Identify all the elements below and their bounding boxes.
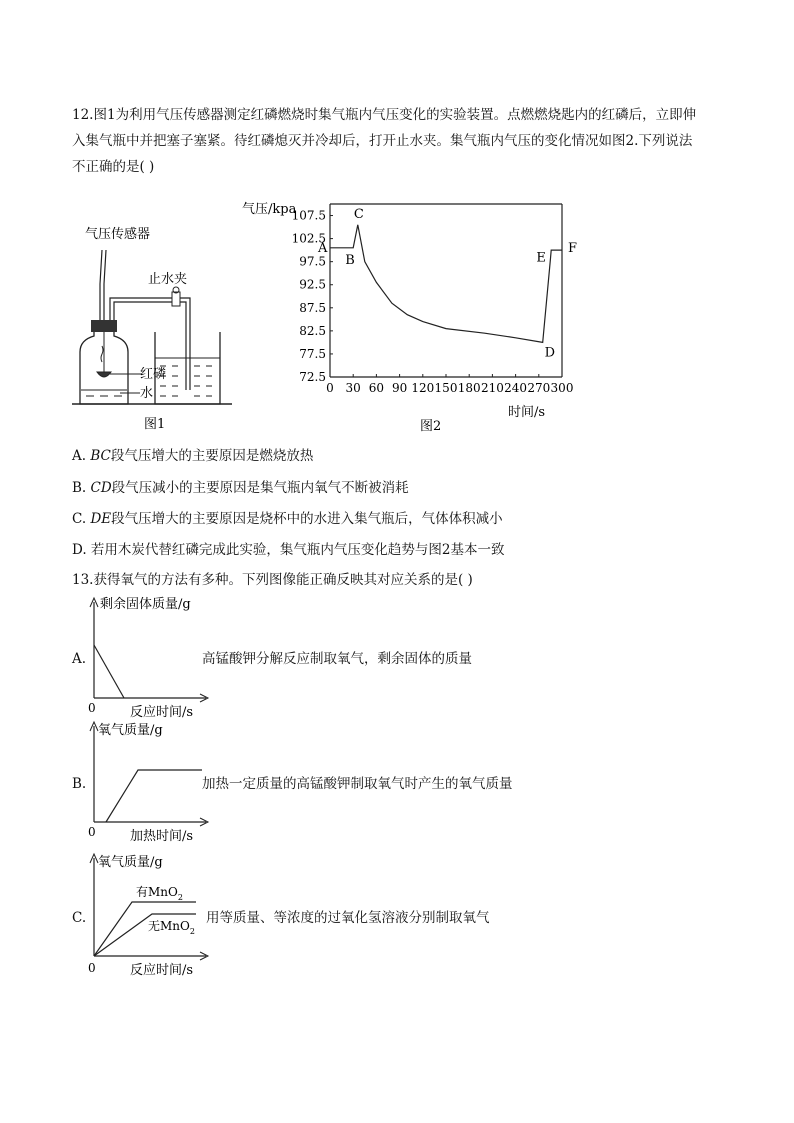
q12-line2: 入集气瓶中并把塞子塞紧。待红磷熄灭并冷却后，打开止水夹。集气瓶内气压的变化情况如图2.下列说法 (72, 133, 693, 149)
point-label-c: C (353, 206, 364, 222)
q12-number: 12. (72, 107, 94, 123)
x-tick-label: 180 (457, 381, 481, 395)
y-tick-label: 97.5 (299, 254, 326, 269)
graph-c-xlabel: 反应时间/s (130, 963, 194, 978)
q13-option-a-letter[interactable]: A. (72, 651, 87, 667)
option-a-segment: BC (90, 448, 111, 464)
x-tick-label: 210 (480, 381, 504, 395)
y-tick-label: 87.5 (299, 300, 326, 315)
x-tick-label: 240 (504, 381, 528, 395)
y-tick-label: 72.5 (299, 370, 326, 384)
q13-option-c-letter[interactable]: C. (72, 910, 87, 926)
q13-graph-a (84, 590, 214, 720)
q13-graph-b (84, 716, 214, 846)
figure-2-pressure-chart (230, 192, 580, 438)
water-label: 水 (140, 386, 154, 401)
graph-c-without-catalyst: 无MnO$_2$ (148, 919, 195, 936)
y-tick-label: 92.5 (299, 277, 326, 292)
graph-c-ylabel: 氧气质量/g (98, 855, 163, 870)
x-tick-label: 60 (368, 381, 385, 395)
x-tick-label: 120 (411, 381, 435, 395)
y-tick-label: 107.5 (291, 208, 326, 223)
point-label-d: D (544, 345, 556, 361)
graph-b-origin: 0 (88, 825, 96, 839)
chart-x-axis-label: 时间/s (508, 405, 546, 420)
y-tick-label: 82.5 (299, 323, 326, 338)
figure-1-caption: 图1 (144, 417, 166, 432)
x-tick-label: 270 (527, 381, 551, 395)
point-label-f: F (568, 241, 578, 257)
option-c-segment: DE (90, 511, 112, 527)
graph-a-ylabel: 剩余固体质量/g (100, 597, 191, 612)
q13-option-c-desc: 用等质量、等浓度的过氧化氢溶液分别制取氧气 (206, 910, 490, 926)
y-tick-label: 102.5 (291, 231, 326, 246)
q12-option-d[interactable]: D. 若用木炭代替红磷完成此实验，集气瓶内气压变化趋势与图2基本一致 (72, 542, 505, 558)
clamp (172, 292, 180, 306)
q13-option-a-desc: 高锰酸钾分解反应制取氧气，剩余固体的质量 (202, 651, 472, 667)
point-label-a: A (318, 240, 328, 256)
y-tick-label: 77.5 (299, 346, 326, 361)
option-b-text: 段气压减小的主要原因是集气瓶内氧气不断被消耗 (111, 480, 409, 496)
q12-option-a[interactable] (72, 446, 313, 466)
pressure-series-line (330, 225, 562, 343)
option-c-text: 段气压增大的主要原因是烧杯中的水进入集气瓶后，气体体积减小 (111, 511, 503, 527)
q12-line1: 图1为利用气压传感器测定红磷燃烧时集气瓶内气压变化的实验装置。点燃燃烧匙内的红磷后，立即伸 (93, 107, 697, 123)
q13-option-b-desc: 加热一定质量的高锰酸钾制取氧气时产生的氧气质量 (202, 776, 513, 792)
graph-b-ylabel: 氧气质量/g (98, 723, 163, 738)
graph-c-origin: 0 (88, 961, 96, 975)
option-b-segment: CD (90, 480, 112, 496)
graph-a-origin: 0 (88, 701, 96, 715)
option-c-letter: C. (72, 511, 91, 527)
q12-option-b[interactable] (72, 478, 409, 498)
option-b-letter: B. (72, 480, 91, 496)
phosphorus-label: 红磷 (140, 367, 167, 382)
x-tick-label: 90 (391, 381, 408, 395)
graph-b-xlabel: 加热时间/s (130, 829, 194, 844)
graph-c-with-catalyst: 有MnO$_2$ (136, 885, 183, 902)
x-tick-label: 0 (326, 381, 334, 395)
q12-line3: 不正确的是( ) (72, 159, 155, 175)
point-label-b: B (345, 252, 355, 268)
clamp-label: 止水夹 (148, 272, 188, 287)
graph-a-xlabel: 反应时间/s (130, 705, 194, 720)
q12-option-c[interactable] (72, 509, 503, 529)
graph-a-line (94, 645, 124, 698)
q12-stem (72, 102, 772, 180)
q13-graph-c (84, 848, 214, 980)
option-a-letter: A. (72, 448, 91, 464)
graph-b-line (106, 770, 202, 822)
option-a-text: 段气压增大的主要原因是燃烧放热 (110, 448, 314, 464)
point-label-e: E (536, 250, 546, 266)
q13-option-b-letter[interactable]: B. (72, 776, 87, 792)
stopper (91, 320, 117, 332)
x-tick-label: 30 (345, 381, 361, 395)
q13-stem: 13.获得氧气的方法有多种。下列图像能正确反映其对应关系的是( ) (72, 572, 473, 588)
figure-2-caption: 图2 (420, 419, 442, 434)
x-tick-label: 150 (434, 381, 458, 395)
x-tick-label: 300 (550, 381, 574, 395)
chart-y-axis-label: 气压/kpa (242, 202, 297, 217)
sensor-label: 气压传感器 (85, 227, 151, 242)
